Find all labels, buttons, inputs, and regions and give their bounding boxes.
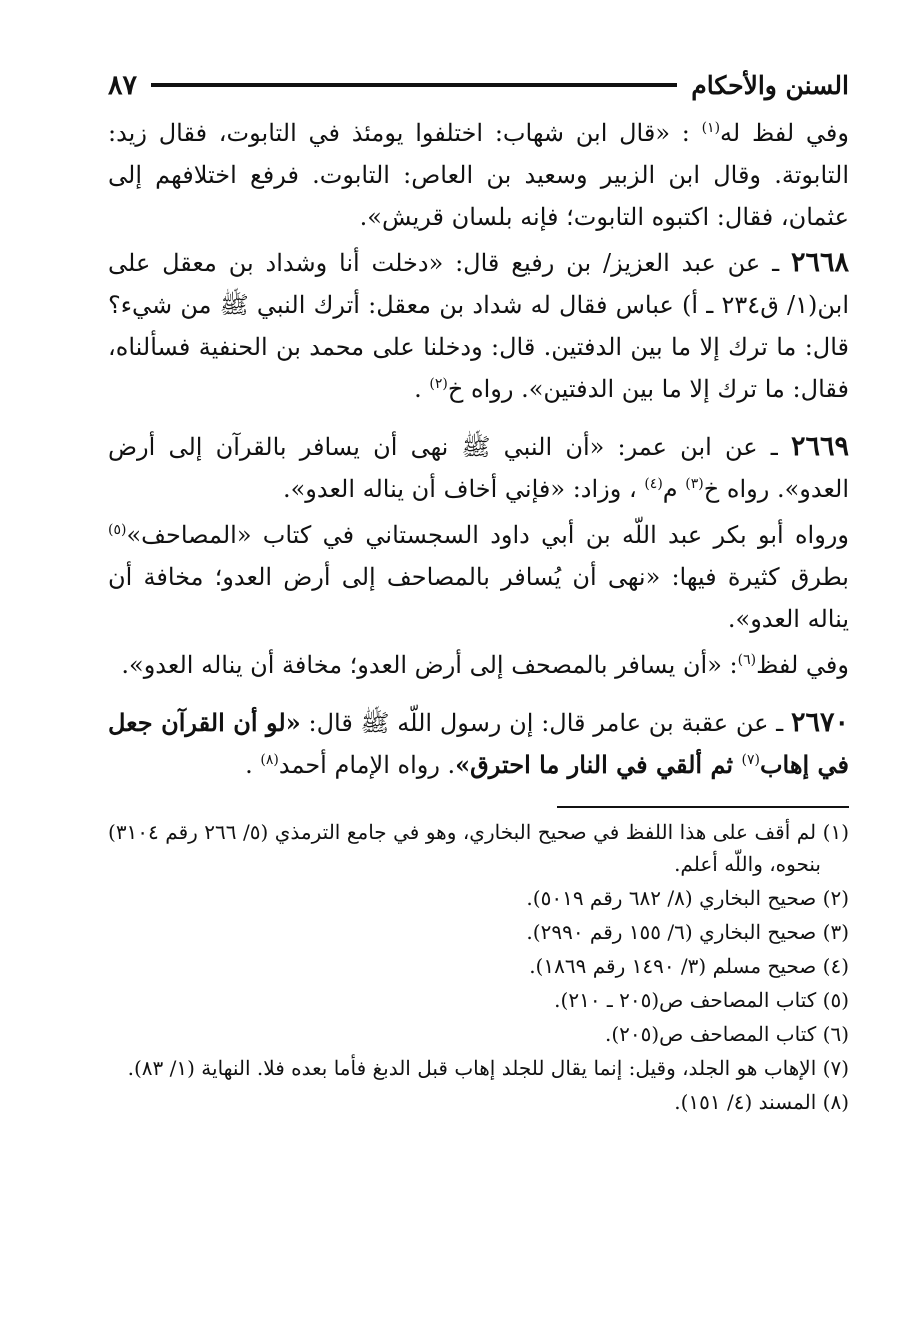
footnote-ref: (٥) — [108, 522, 127, 538]
footnote: (٣) صحيح البخاري (٦/ ١٥٥ رقم ٢٩٩٠). — [526, 920, 849, 944]
hadith-end: ، وزاد: «فإني أخاف أن يناله العدو». — [282, 475, 645, 503]
footnote: (٨) المسند (٤/ ١٥١). — [674, 1090, 849, 1114]
footnote-separator — [557, 806, 849, 808]
footnote-ref: (٣) — [685, 476, 704, 492]
main-text — [108, 112, 849, 786]
footnote-ref: (٤) — [644, 476, 663, 492]
paragraph-continuation — [108, 112, 849, 238]
running-header — [108, 62, 849, 108]
paragraph-end: : «أن يسافر بالمصحف إلى أرض العدو؛ مخافة أن يناله العدو». — [121, 651, 738, 679]
header-rule — [151, 83, 677, 87]
hadith-end: . — [414, 375, 430, 403]
paragraph-abudawud — [108, 514, 849, 640]
paragraph-lafz — [108, 644, 849, 686]
footnote: (٦) كتاب المصاحف ص(٢٠٥). — [604, 1022, 849, 1046]
footnote: (١) لم أقف على هذا اللفظ في صحيح البخاري، وهو في جامع الترمذي (٥/ ٢٦٦ رقم ٣١٠٤) بنحوه، واللّه أعلم. — [108, 820, 849, 876]
footnote-ref: (١) — [701, 120, 721, 136]
hadith-end: . — [245, 751, 261, 779]
hadith-number: ٢٦٦٨ — [790, 247, 849, 278]
footnote-ref: (٢) — [429, 376, 448, 392]
header-title: السنن والأحكام — [691, 70, 849, 100]
footnote-ref: (٦) — [737, 652, 757, 668]
footnote: (٥) كتاب المصاحف ص(٢٠٥ ـ ٢١٠). — [554, 988, 849, 1012]
paragraph-text: وفي لفظ — [756, 651, 849, 679]
page-number: ٨٧ — [108, 69, 138, 101]
hadith-text: ـ عن عقبة بن عامر قال: إن رسول اللّه ﷺ قال: — [300, 709, 791, 737]
hadith-text: ـ عن عبد العزيز/ بن رفيع قال: «دخلت أنا وشداد بن معقل على ابن(١/ ق٢٣٤ ـ أ) عباس فقال له شداد بن معقل: أترك النبي ﷺ من شيء؟ قال: ما ترك إلا ما بين الدفتين. قال: ودخلنا على محمد بن الحنفية فسألناه، فقال: ما ترك إلا ما بين الدفتين». رواه خ — [108, 249, 849, 403]
hadith-number: ٢٦٧٠ — [790, 707, 849, 738]
paragraph-text: ورواه أبو بكر عبد اللّه بن أبي داود السجستاني في كتاب «المصاحف» — [126, 521, 849, 549]
paragraph-text: : «قال ابن شهاب: اختلفوا يومئذ في التابوت، فقال زيد: التابوتة. وقال ابن الزبير وسعيد بن العاص: التابوت. فرفع اختلافهم إلى عثمان، فقال: اكتبوه التابوت؛ فإنه بلسان قريش». — [108, 119, 849, 231]
hadith-number: ٢٦٦٩ — [790, 431, 849, 462]
hadith-text: ـ عن ابن عمر: «أن النبي ﷺ نهى أن يسافر بالقرآن إلى أرض العدو». رواه خ — [108, 433, 849, 503]
paragraph-end: بطرق كثيرة فيها: «نهى أن يُسافر بالمصاحف إلى أرض العدو؛ مخافة أن يناله العدو». — [108, 563, 849, 633]
hadith-end: . رواه الإمام أحمد — [278, 751, 456, 779]
footnote: (٤) صحيح مسلم (٣/ ١٤٩٠ رقم ١٨٦٩). — [529, 954, 849, 978]
hadith-2670 — [108, 702, 849, 786]
hadith-quote: ثم ألقي في النار ما احترق» — [455, 750, 742, 779]
footnote-ref: (٧) — [741, 752, 760, 768]
paragraph-prefix: وفي لفظ له — [720, 119, 849, 147]
footnote-ref: (٨) — [260, 752, 279, 768]
footnotes — [108, 816, 849, 1118]
footnote: (٧) الإهاب هو الجلد، وقيل: إنما يقال للجلد إهاب قبل الدبغ فأما بعده فلا. النهاية (١/ ٨٣). — [127, 1056, 849, 1080]
hadith-2668 — [108, 242, 849, 410]
hadith-quote: «لو أن القرآن جعل في إهاب — [108, 708, 849, 779]
footnote: (٢) صحيح البخاري (٨/ ٦٨٢ رقم ٥٠١٩). — [526, 886, 849, 910]
hadith-mid: م — [662, 475, 686, 503]
hadith-2669 — [108, 426, 849, 510]
